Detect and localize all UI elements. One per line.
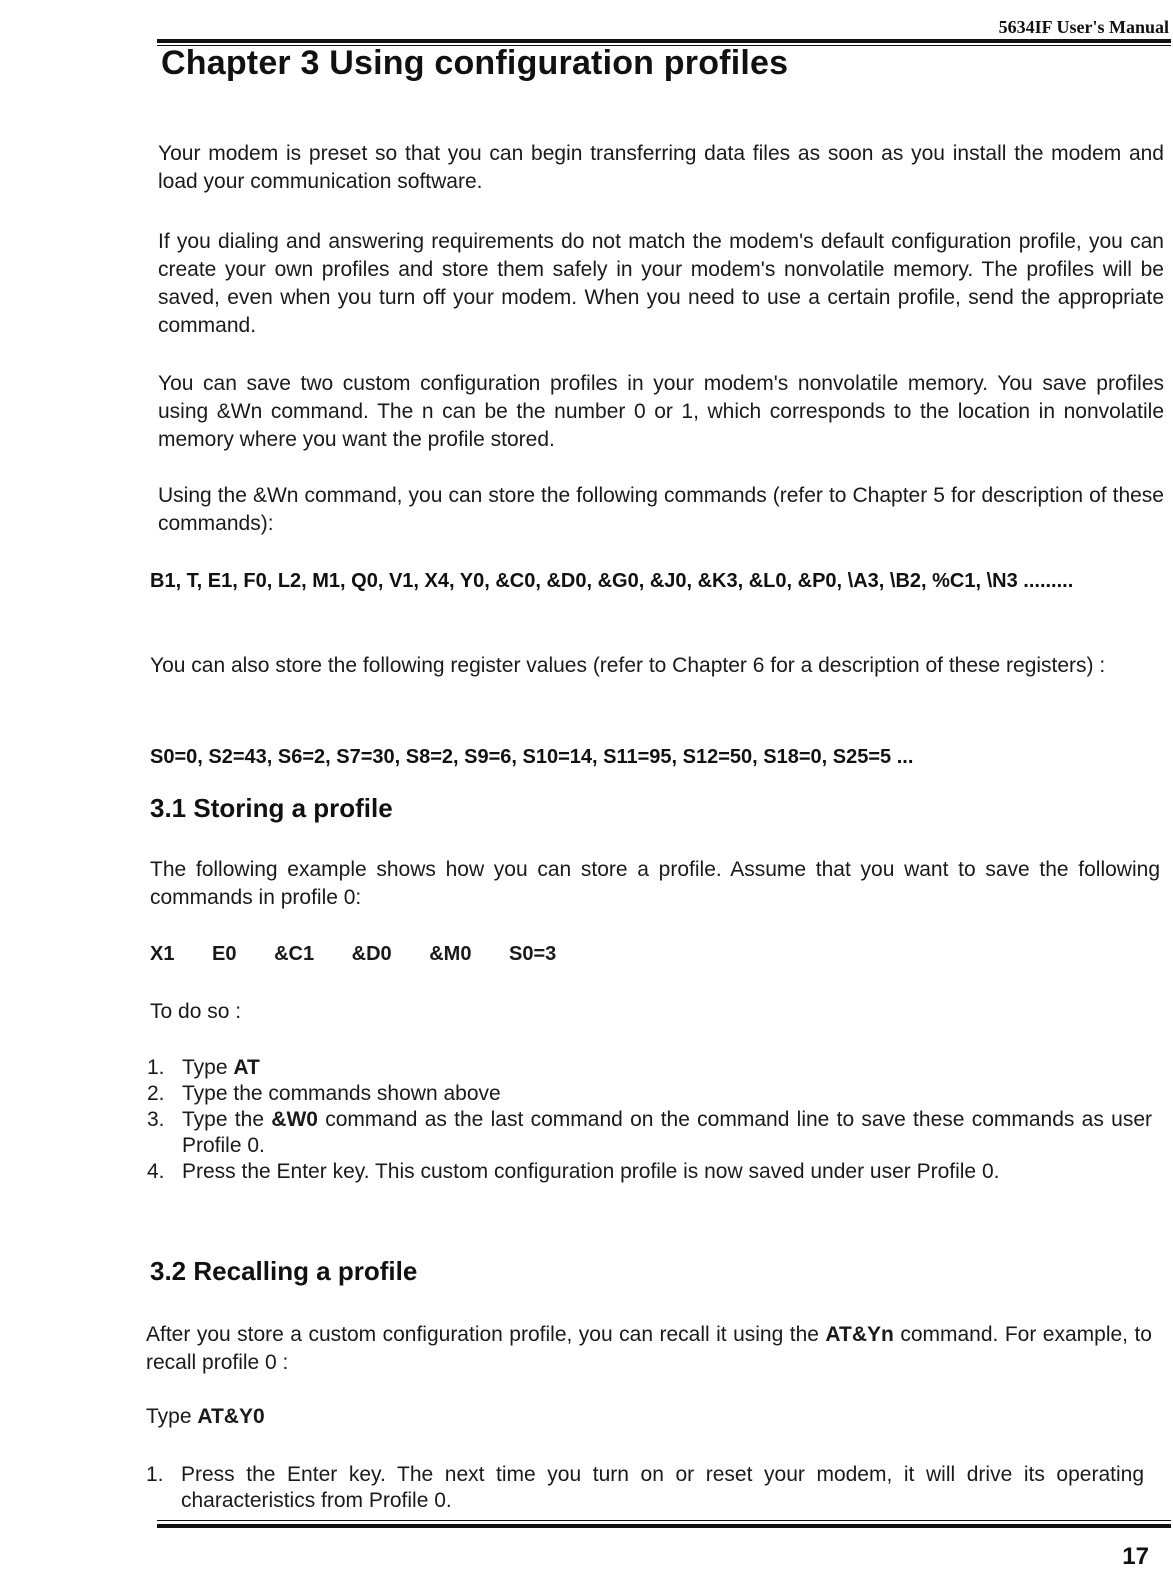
commands-list: B1, T, E1, F0, L2, M1, Q0, V1, X4, Y0, &C0, &D0, &G0, &J0, &K3, &L0, &P0, \A3, \B2, %C1, \N3 ......... xyxy=(150,570,1074,592)
header-rule xyxy=(157,39,1171,43)
intro-paragraph-3: You can save two custom configuration profiles in your modem's nonvolatile memory. You save profiles using &Wn command. The n can be the number 0 or 1, which corresponds to the location in nonvolatile memory where you want the profile stored. xyxy=(158,372,1164,451)
example-command: X1 xyxy=(150,943,175,965)
storing-steps xyxy=(147,1055,1152,1185)
example-commands xyxy=(150,943,588,966)
list-item: 2. Type the commands shown above xyxy=(147,1082,501,1105)
example-command: S0=3 xyxy=(509,943,557,965)
section-heading-storing: 3.1 Storing a profile xyxy=(150,793,393,823)
example-command: E0 xyxy=(212,943,237,965)
to-do-so-label: To do so : xyxy=(150,1000,242,1023)
example-command: &C1 xyxy=(274,943,315,965)
storing-paragraph: The following example shows how you can store a profile. Assume that you want to save the following commands in profile 0: xyxy=(150,858,1160,909)
running-header: 5634IF User's Manual xyxy=(998,17,1169,37)
section-heading-recalling: 3.2 Recalling a profile xyxy=(150,1256,418,1286)
page-number: 17 xyxy=(1122,1543,1149,1570)
example-command: &M0 xyxy=(429,943,472,965)
registers-list: S0=0, S2=43, S6=2, S7=30, S8=2, S9=6, S10=14, S11=95, S12=50, S18=0, S25=5 ... xyxy=(150,746,914,768)
intro-paragraph-5: You can also store the following register values (refer to Chapter 6 for a description of these registers) : xyxy=(150,654,1106,677)
recalling-steps xyxy=(146,1462,1144,1514)
footer-rule-thin xyxy=(157,1520,1171,1521)
intro-paragraph-2: If you dialing and answering requirements do not match the modem's default configuration profile, you can create your own profiles and store them safely in your modem's nonvolatile memory. The profiles will be saved, even when you turn off your modem. When you need to use a certain profile, send the appropriate command. xyxy=(158,230,1164,337)
list-item: 1. Press the Enter key. The next time you turn on or reset your modem, it will drive its operating characteristics from Profile 0. xyxy=(146,1463,1144,1512)
intro-paragraph-1: Your modem is preset so that you can begin transferring data files as soon as you install the modem and load your communication software. xyxy=(158,142,1164,193)
type-aty0-line: Type AT&Y0 xyxy=(146,1405,265,1428)
list-item: 3. Type the &W0 command as the last command on the command line to save these commands as user Profile 0. xyxy=(147,1108,1152,1157)
intro-paragraph-4: Using the &Wn command, you can store the following commands (refer to Chapter 5 for description of these commands): xyxy=(158,484,1164,535)
list-item: 1. Type AT xyxy=(147,1056,260,1079)
footer-rule xyxy=(157,1524,1171,1528)
chapter-title: Chapter 3 Using configuration profiles xyxy=(161,44,789,82)
recalling-paragraph: After you store a custom configuration profile, you can recall it using the AT&Yn command. For example, to recall profile 0 : xyxy=(146,1323,1152,1374)
example-command: &D0 xyxy=(351,943,392,965)
list-item: 4. Press the Enter key. This custom configuration profile is now saved under user Profile 0. xyxy=(147,1160,1000,1183)
